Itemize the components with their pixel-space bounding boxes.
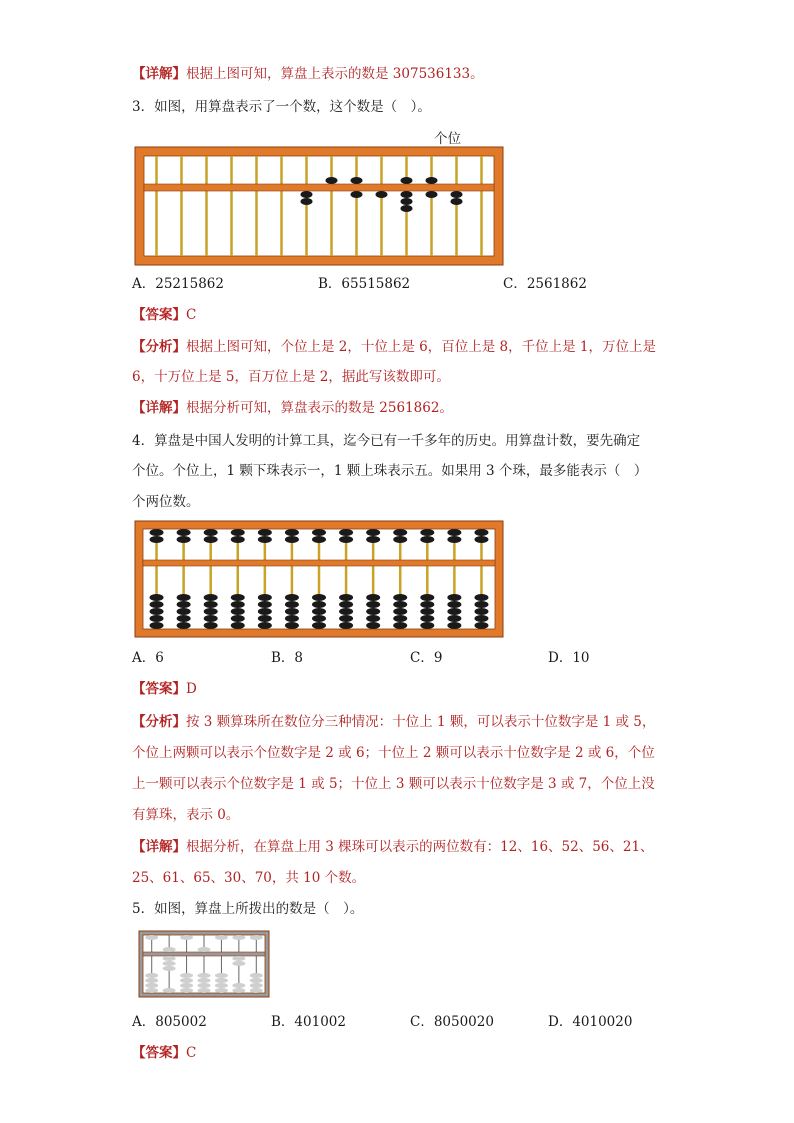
abacus-bead xyxy=(231,594,245,601)
q5-answer xyxy=(132,1043,196,1063)
abacus-bead xyxy=(366,536,380,543)
detail-tag: 【详解】 xyxy=(132,66,186,82)
abacus-bead xyxy=(393,529,407,536)
abacus-bead xyxy=(426,177,438,184)
abacus-bead xyxy=(351,177,363,184)
abacus-bead xyxy=(231,536,245,543)
abacus-bead xyxy=(339,615,353,622)
abacus-bead xyxy=(150,594,164,601)
analysis-text: 按 3 颗算珠所在数位分三种情况：十位上 1 颗，可以表示十位数字是 1 或 5， xyxy=(186,714,656,730)
abacus-bead xyxy=(312,615,326,622)
abacus-bead xyxy=(145,978,158,983)
q3-analysis-2: 6，十万位上是 5，百万位上是 2，据此写该数即可。 xyxy=(132,369,450,385)
q3-option-a: A．25215862 xyxy=(132,276,224,292)
abacus-bead xyxy=(366,608,380,615)
abacus-bead xyxy=(177,615,191,622)
abacus-bead xyxy=(231,608,245,615)
q4-detail-1 xyxy=(132,837,654,857)
abacus-bead xyxy=(150,529,164,536)
abacus-bead xyxy=(366,594,380,601)
abacus-bead xyxy=(447,622,461,629)
abacus-bead xyxy=(474,601,488,608)
q4-option-a: A．6 xyxy=(132,650,164,666)
abacus-bead xyxy=(198,947,211,952)
abacus-bead xyxy=(180,935,193,940)
abacus-bead xyxy=(258,536,272,543)
abacus-bead xyxy=(163,966,176,971)
abacus-bead xyxy=(258,601,272,608)
q3-question: 3．如图，用算盘表示了一个数，这个数是（ ）。 xyxy=(132,99,431,115)
abacus-bead xyxy=(204,594,218,601)
abacus-bead xyxy=(301,191,313,198)
abacus-bead xyxy=(366,615,380,622)
detail-tag: 【详解】 xyxy=(132,839,186,855)
abacus-bead xyxy=(163,947,176,952)
q3-option-c: C．2561862 xyxy=(503,276,587,292)
abacus-bead xyxy=(145,973,158,978)
abacus-bead xyxy=(339,529,353,536)
abacus-bead xyxy=(393,622,407,629)
q4-option-d: D．10 xyxy=(548,650,590,666)
abacus-bead xyxy=(420,615,434,622)
abacus-figure-q5 xyxy=(138,930,270,998)
abacus-bead xyxy=(401,191,413,198)
abacus-bead xyxy=(447,601,461,608)
abacus-bead xyxy=(474,529,488,536)
detail-text: 根据分析可知，算盘表示的数是 2561862。 xyxy=(186,400,453,416)
q2-detail xyxy=(132,64,484,84)
abacus-inner xyxy=(144,156,494,256)
abacus-bead xyxy=(250,988,263,993)
answer-tag: 【答案】 xyxy=(132,307,186,323)
abacus-bead xyxy=(366,601,380,608)
abacus-bead xyxy=(177,529,191,536)
abacus-bead xyxy=(420,601,434,608)
abacus-bead xyxy=(145,935,158,940)
abacus-bead xyxy=(177,594,191,601)
abacus-bead xyxy=(474,608,488,615)
abacus-bead xyxy=(150,601,164,608)
abacus-bead xyxy=(393,594,407,601)
abacus-bead xyxy=(163,961,176,966)
abacus-bead xyxy=(312,536,326,543)
abacus-bead xyxy=(285,622,299,629)
abacus-bead xyxy=(215,983,228,988)
abacus-bead xyxy=(447,536,461,543)
abacus-bead xyxy=(451,198,463,205)
q4-analysis-4: 有算珠，表示 0。 xyxy=(132,807,240,823)
abacus-bead xyxy=(401,205,413,212)
q4-question-2: 个位。个位上，1 颗下珠表示一，1 颗上珠表示五。如果用 3 个珠，最多能表示（ ） xyxy=(132,463,648,479)
abacus-bead xyxy=(204,622,218,629)
abacus-bead xyxy=(250,935,263,940)
abacus-bead xyxy=(231,615,245,622)
abacus-bead xyxy=(215,935,228,940)
abacus-bead xyxy=(180,973,193,978)
abacus-bead xyxy=(177,608,191,615)
abacus-bead xyxy=(312,529,326,536)
analysis-tag: 【分析】 xyxy=(132,339,186,355)
abacus-bead xyxy=(285,529,299,536)
abacus-bead xyxy=(150,536,164,543)
abacus-bead xyxy=(204,608,218,615)
abacus-bead xyxy=(393,615,407,622)
abacus-bead xyxy=(420,529,434,536)
abacus-bead xyxy=(474,622,488,629)
q3-detail xyxy=(132,398,453,418)
abacus-bead xyxy=(420,608,434,615)
q4-option-b: B．8 xyxy=(271,650,304,666)
abacus-bead xyxy=(204,536,218,543)
abacus-bead xyxy=(474,536,488,543)
q5-option-d: D．4010020 xyxy=(548,1014,633,1030)
abacus-bead xyxy=(301,198,313,205)
abacus-bead xyxy=(250,973,263,978)
abacus-bead xyxy=(177,622,191,629)
detail-text: 根据分析，在算盘上用 3 棵珠可以表示的两位数有：12、16、52、56、21、 xyxy=(186,839,654,855)
detail-text: 根据上图可知，算盘上表示的数是 xyxy=(186,66,389,82)
abacus-bead xyxy=(204,601,218,608)
abacus-bead xyxy=(145,988,158,993)
abacus-bead xyxy=(198,988,211,993)
abacus-bead xyxy=(250,983,263,988)
abacus-bead xyxy=(447,608,461,615)
abacus-bead xyxy=(231,622,245,629)
q4-question-1: 4．算盘是中国人发明的计算工具，迄今已有一千多年的历史。用算盘计数，要先确定 xyxy=(132,433,641,449)
abacus-bead xyxy=(180,978,193,983)
abacus-bead xyxy=(474,615,488,622)
abacus-beam xyxy=(144,184,494,191)
q3-ones-label: 个位 xyxy=(434,131,461,147)
abacus-bead xyxy=(451,191,463,198)
abacus-bead xyxy=(258,608,272,615)
answer-tag: 【答案】 xyxy=(132,1045,186,1061)
q3-analysis-1 xyxy=(132,337,656,357)
q4-answer xyxy=(132,679,197,699)
q5-question: 5．如图，算盘上所拨出的数是（ ）。 xyxy=(132,901,364,917)
abacus-bead xyxy=(401,177,413,184)
abacus-bead xyxy=(198,983,211,988)
abacus-bead xyxy=(326,177,338,184)
abacus-bead xyxy=(258,622,272,629)
abacus-bead xyxy=(312,601,326,608)
abacus-bead xyxy=(312,622,326,629)
abacus-bead xyxy=(447,529,461,536)
abacus-bead xyxy=(420,594,434,601)
abacus-bead xyxy=(285,536,299,543)
q5-option-b: B．401002 xyxy=(271,1014,346,1030)
answer-tag: 【答案】 xyxy=(132,681,186,697)
q5-option-a: A．805002 xyxy=(132,1014,207,1030)
abacus-bead xyxy=(204,615,218,622)
abacus-bead xyxy=(447,594,461,601)
abacus-bead xyxy=(231,529,245,536)
q3-answer xyxy=(132,305,196,325)
abacus-bead xyxy=(420,622,434,629)
abacus-bead xyxy=(376,191,388,198)
abacus-bead xyxy=(215,978,228,983)
abacus-bead xyxy=(474,594,488,601)
q4-analysis-3: 上一颗可以表示个位数字是 1 或 5；十位上 3 颗可以表示十位数字是 3 或 7，个位上没 xyxy=(132,776,655,792)
abacus-bead xyxy=(198,978,211,983)
abacus-bead xyxy=(232,988,245,993)
abacus-bead xyxy=(180,983,193,988)
abacus-bead xyxy=(339,594,353,601)
abacus-bead xyxy=(426,191,438,198)
abacus-bead xyxy=(198,973,211,978)
abacus-bead xyxy=(150,622,164,629)
q5-option-c: C．8050020 xyxy=(410,1014,494,1030)
abacus-bead xyxy=(351,191,363,198)
abacus-bead xyxy=(312,594,326,601)
analysis-tag: 【分析】 xyxy=(132,714,186,730)
abacus-bead xyxy=(232,935,245,940)
abacus-bead xyxy=(420,536,434,543)
answer-value: C xyxy=(186,307,197,323)
abacus-bead xyxy=(285,615,299,622)
abacus-figure-q4 xyxy=(134,520,504,638)
q4-question-3: 个两位数。 xyxy=(132,494,200,510)
abacus-bead xyxy=(258,594,272,601)
abacus-bead xyxy=(215,988,228,993)
abacus-bead xyxy=(232,983,245,988)
abacus-bead xyxy=(250,978,263,983)
detail-tag: 【详解】 xyxy=(132,400,186,416)
abacus-bead xyxy=(366,529,380,536)
abacus-bead xyxy=(231,601,245,608)
q4-analysis-2: 个位上两颗可以表示个位数字是 2 或 6；十位上 2 颗可以表示十位数字是 2 或 6，个位 xyxy=(132,745,655,761)
abacus-bead xyxy=(258,529,272,536)
abacus-bead xyxy=(232,961,245,966)
abacus-figure-q3 xyxy=(134,146,504,266)
abacus-bead xyxy=(339,536,353,543)
abacus-bead xyxy=(285,601,299,608)
abacus-bead xyxy=(393,601,407,608)
abacus-bead xyxy=(204,529,218,536)
abacus-bead xyxy=(285,608,299,615)
q4-option-c: C．9 xyxy=(410,650,443,666)
abacus-beam xyxy=(143,560,495,566)
abacus-bead xyxy=(177,601,191,608)
answer-value: D xyxy=(186,681,197,697)
abacus-bead xyxy=(177,536,191,543)
abacus-bead xyxy=(339,622,353,629)
q3-option-b: B．65515862 xyxy=(318,276,411,292)
abacus-bead xyxy=(393,608,407,615)
abacus-bead xyxy=(339,601,353,608)
answer-value: C xyxy=(186,1045,197,1061)
abacus-bead xyxy=(447,615,461,622)
q4-analysis-1 xyxy=(132,712,655,732)
abacus-bead xyxy=(163,988,176,993)
abacus-beam xyxy=(143,952,265,956)
abacus-bead xyxy=(258,615,272,622)
q4-detail-2: 25、61、65、30、70，共 10 个数。 xyxy=(132,870,366,886)
analysis-text: 根据上图可知，个位上是 2，十位上是 6，百位上是 8，千位上是 1，万位上是 xyxy=(186,339,657,355)
abacus-bead xyxy=(285,594,299,601)
abacus-bead xyxy=(215,973,228,978)
abacus-bead xyxy=(163,956,176,961)
abacus-bead xyxy=(150,615,164,622)
abacus-bead xyxy=(150,608,164,615)
abacus-bead xyxy=(180,988,193,993)
abacus-bead xyxy=(232,956,245,961)
abacus-bead xyxy=(393,536,407,543)
abacus-bead xyxy=(339,608,353,615)
abacus-bead xyxy=(366,622,380,629)
abacus-bead xyxy=(145,983,158,988)
abacus-bead xyxy=(401,198,413,205)
detail-value: 307536133。 xyxy=(392,66,484,82)
abacus-bead xyxy=(312,608,326,615)
